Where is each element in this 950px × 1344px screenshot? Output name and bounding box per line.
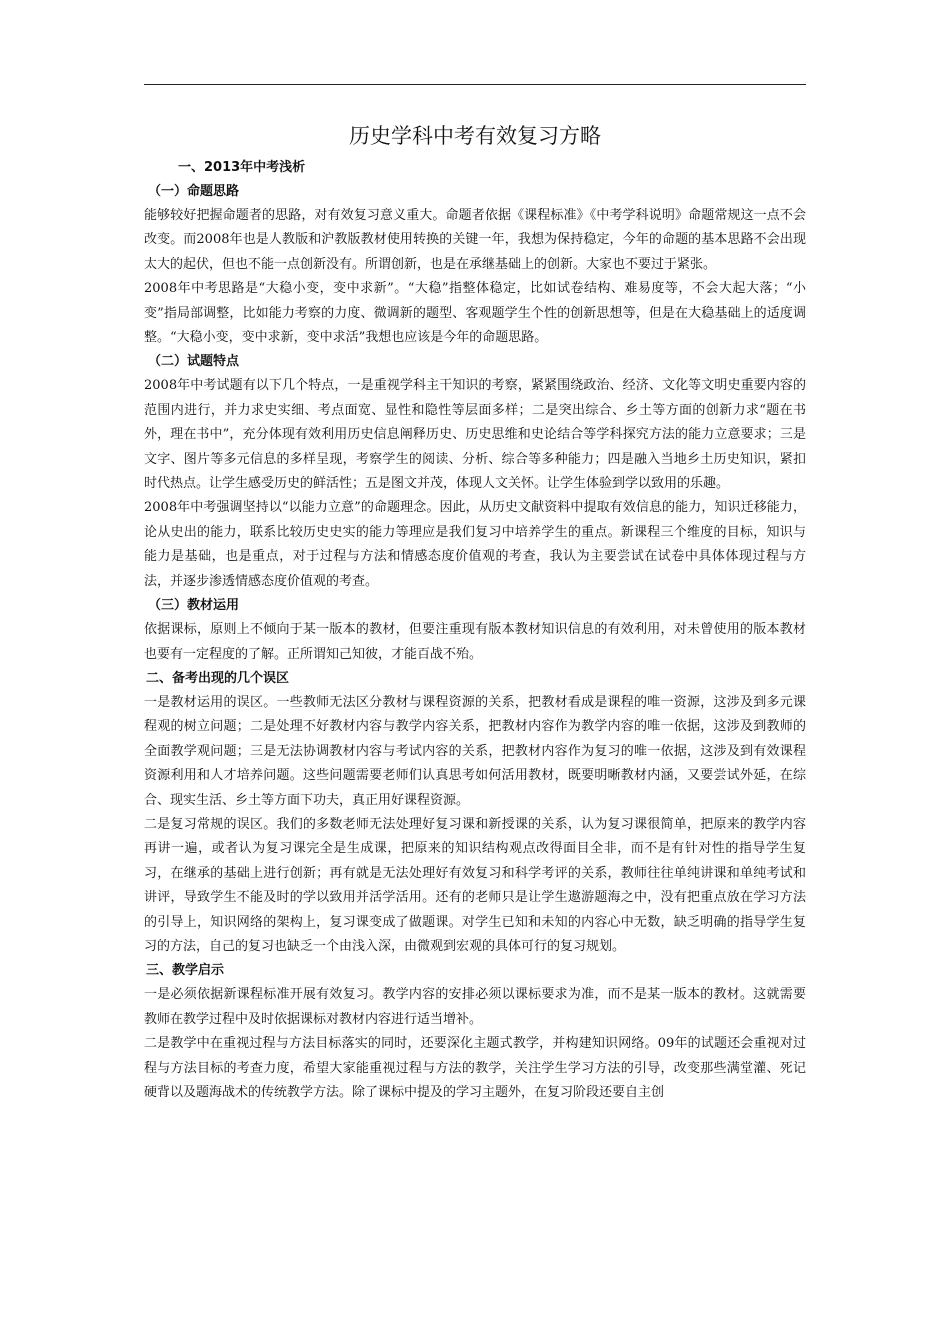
paragraph: 一是必须依据新课程标准开展有效复习。教学内容的安排必须以课标要求为准，而不是某一版本的教材。这就需要教师在教学过程中及时依据课标对教材内容进行适当增补。	[144, 987, 806, 1027]
paragraph: 2008年中考思路是“大稳小变，变中求新”。“大稳”指整体稳定，比如试卷结构、难易度等，不会大起大落；“小变”指局部调整，比如能力考察的力度、微调新的题型、客观题学生个性的创新思想等，但是在大稳基础上的适度调整。“大稳小变，变中求新，变中求活”我想也应该是今年的命题思路。	[144, 281, 806, 346]
header-rule	[144, 84, 806, 85]
paragraph: 二是复习常规的误区。我们的多数老师无法处理好复习课和新授课的关系，认为复习课很简单，把原来的教学内容再讲一遍，或者认为复习课完全是生成课，把原来的知识结构观点改得面目全非，而不是有针对性的指导学生复习，在继承的基础上进行创新；再有就是无法处理好有效复习和科学考评的关系，教师往往单纯讲课和单纯考试和讲评，导致学生不能及时的学以致用并活学活用。还有的老师只是让学生遨游题海之中，没有把重点放在学习方法的引导上，知识网络的架构上，复习课变成了做题课。对学生已知和未知的内容心中无数，缺乏明确的指导学生复习的方法，自己的复习也缺乏一个由浅入深，由微观到宏观的具体可行的复习规划。	[144, 816, 806, 954]
paragraph: 一是教材运用的误区。一些教师无法区分教材与课程资源的关系，把教材看成是课程的唯一资源，这涉及到多元课程观的树立问题；二是处理不好教材内容与教学内容关系，把教材内容作为教学内容的唯一依据，这涉及到教师的全面教学观问题；三是无法协调教材内容与考试内容的关系，把教材内容作为复习的唯一依据，这涉及到有效课程资源利用和人才培养问题。这些问题需要老师们认真思考如何活用教材，既要明晰教材内涵，又要尝试外延，在综合、现实生活、乡土等方面下功夫，真正用好课程资源。	[144, 694, 806, 808]
subsection-heading-1-3: （三）教材运用	[148, 598, 240, 614]
paragraph: 二是教学中在重视过程与方法目标落实的同时，还要深化主题式教学，并构建知识网络。09年的试题还会重视对过程与方法目标的考查力度，希望大家能重视过程与方法的教学，关注学生学习方法的引导，改变那些满堂灌、死记硬背以及题海战术的传统教学方法。除了课标中提及的学习主题外，在复习阶段还要自主创	[144, 1036, 806, 1100]
document-body	[144, 118, 806, 1105]
paragraph: 2008年中考试题有以下几个特点，一是重视学科主干知识的考察，紧紧围绕政治、经济、文化等文明史重要内容的范围内进行，并力求史实细、考点面宽、显性和隐性等层面多样；二是突出综合、乡土等方面的创新力求“题在书外，理在书中”，充分体现有效利用历史信息阐释历史、历史思维和史论结合等学科探究方法的能力立意要求；三是文字、图片等多元信息的多样呈现，考察学生的阅读、分析、综合等多种能力；四是融入当地乡土历史知识，紧扣时代热点。让学生感受历史的鲜活性；五是图文并茂，体现人文关怀。让学生体验到学以致用的乐趣。	[144, 378, 806, 492]
section-heading-2: 二、备考出现的几个误区	[146, 670, 290, 686]
subsection-heading-1-2: （二）试题特点	[148, 354, 240, 370]
paragraph: 2008年中考强调坚持以“以能力立意”的命题理念。因此，从历史文献资料中提取有效信息的能力，知识迁移能力，论从史出的能力，联系比较历史史实的能力等理应是我们复习中培养学生的重点。新课程三个维度的目标，知识与能力是基础，也是重点，对于过程与方法和情感态度价值观的考查，我认为主要尝试在试卷中具体体现过程与方法，并逐步渗透情感态度价值观的考查。	[144, 500, 806, 589]
paragraph: 能够较好把握命题者的思路，对有效复习意义重大。命题者依据《课程标准》《中考学科说明》命题常规这一点不会改变。而2008年也是人教版和沪教版教材使用转换的关键一年，我想为保持稳定，今年的命题的基本思路不会出现太大的起伏，但也不能一点创新没有。所谓创新，也是在承继基础上的创新。大家也不要过于紧张。	[144, 208, 806, 272]
section-heading-1: 一、2013年中考浅析	[178, 160, 306, 175]
section-heading-3: 三、教学启示	[146, 963, 225, 979]
paragraph: 依据课标，原则上不倾向于某一版本的教材，但要注重现有版本教材知识信息的有效利用，对未曾使用的版本教材也要有一定程度的了解。正所谓知己知彼，才能百战不殆。	[144, 622, 806, 662]
document-title: 历史学科中考有效复习方略	[349, 124, 601, 148]
subsection-heading-1-1: （一）命题思路	[148, 184, 240, 199]
